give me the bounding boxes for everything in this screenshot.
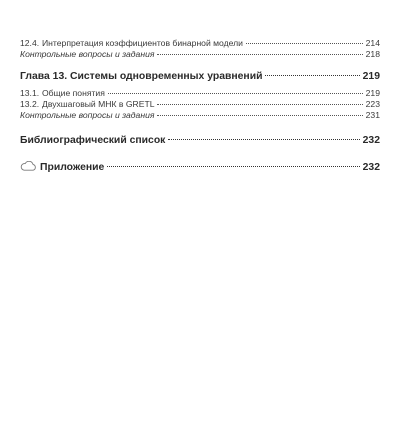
section-title: Контрольные вопросы и задания <box>20 110 155 120</box>
chapter-title: Библиографический список <box>20 135 166 146</box>
dot-leader <box>168 139 359 140</box>
toc-entry-12-4 <box>20 38 380 49</box>
section-title: Общие понятия <box>42 88 105 98</box>
cloud-icon <box>20 161 37 171</box>
toc-entry-13-1 <box>20 88 380 99</box>
page-number: 232 <box>362 162 380 173</box>
toc-entry-13-questions <box>20 110 380 121</box>
page-number: 232 <box>362 135 380 146</box>
toc-appendix <box>20 160 380 174</box>
dot-leader <box>265 75 359 76</box>
dot-leader <box>107 166 359 167</box>
page-number: 218 <box>365 49 380 59</box>
dot-leader <box>108 93 363 94</box>
page-number: 219 <box>362 71 380 82</box>
page-number: 214 <box>365 38 380 48</box>
dot-leader <box>157 115 362 116</box>
dot-leader <box>246 43 363 44</box>
toc-entry-13-2 <box>20 99 380 110</box>
chapter-title: Глава 13. Системы одновременных уравнений <box>20 71 263 82</box>
chapter-title: Приложение <box>40 162 105 173</box>
page-number: 231 <box>365 110 380 120</box>
section-title: Контрольные вопросы и задания <box>20 49 155 59</box>
dot-leader <box>157 54 362 55</box>
toc-bibliography <box>20 134 380 148</box>
section-title: Интерпретация коэффициентов бинарной модели <box>42 38 243 48</box>
section-number: 13.2. <box>20 99 40 109</box>
toc-chapter-13 <box>20 70 380 84</box>
section-number: 12.4. <box>20 38 40 48</box>
page-number: 223 <box>365 99 380 109</box>
table-of-contents <box>20 38 380 174</box>
dot-leader <box>157 104 362 105</box>
section-number: 13.1. <box>20 88 40 98</box>
section-title: Двухшаговый МНК в GRETL <box>42 99 155 109</box>
page-number: 219 <box>365 88 380 98</box>
toc-entry-12-questions <box>20 49 380 60</box>
